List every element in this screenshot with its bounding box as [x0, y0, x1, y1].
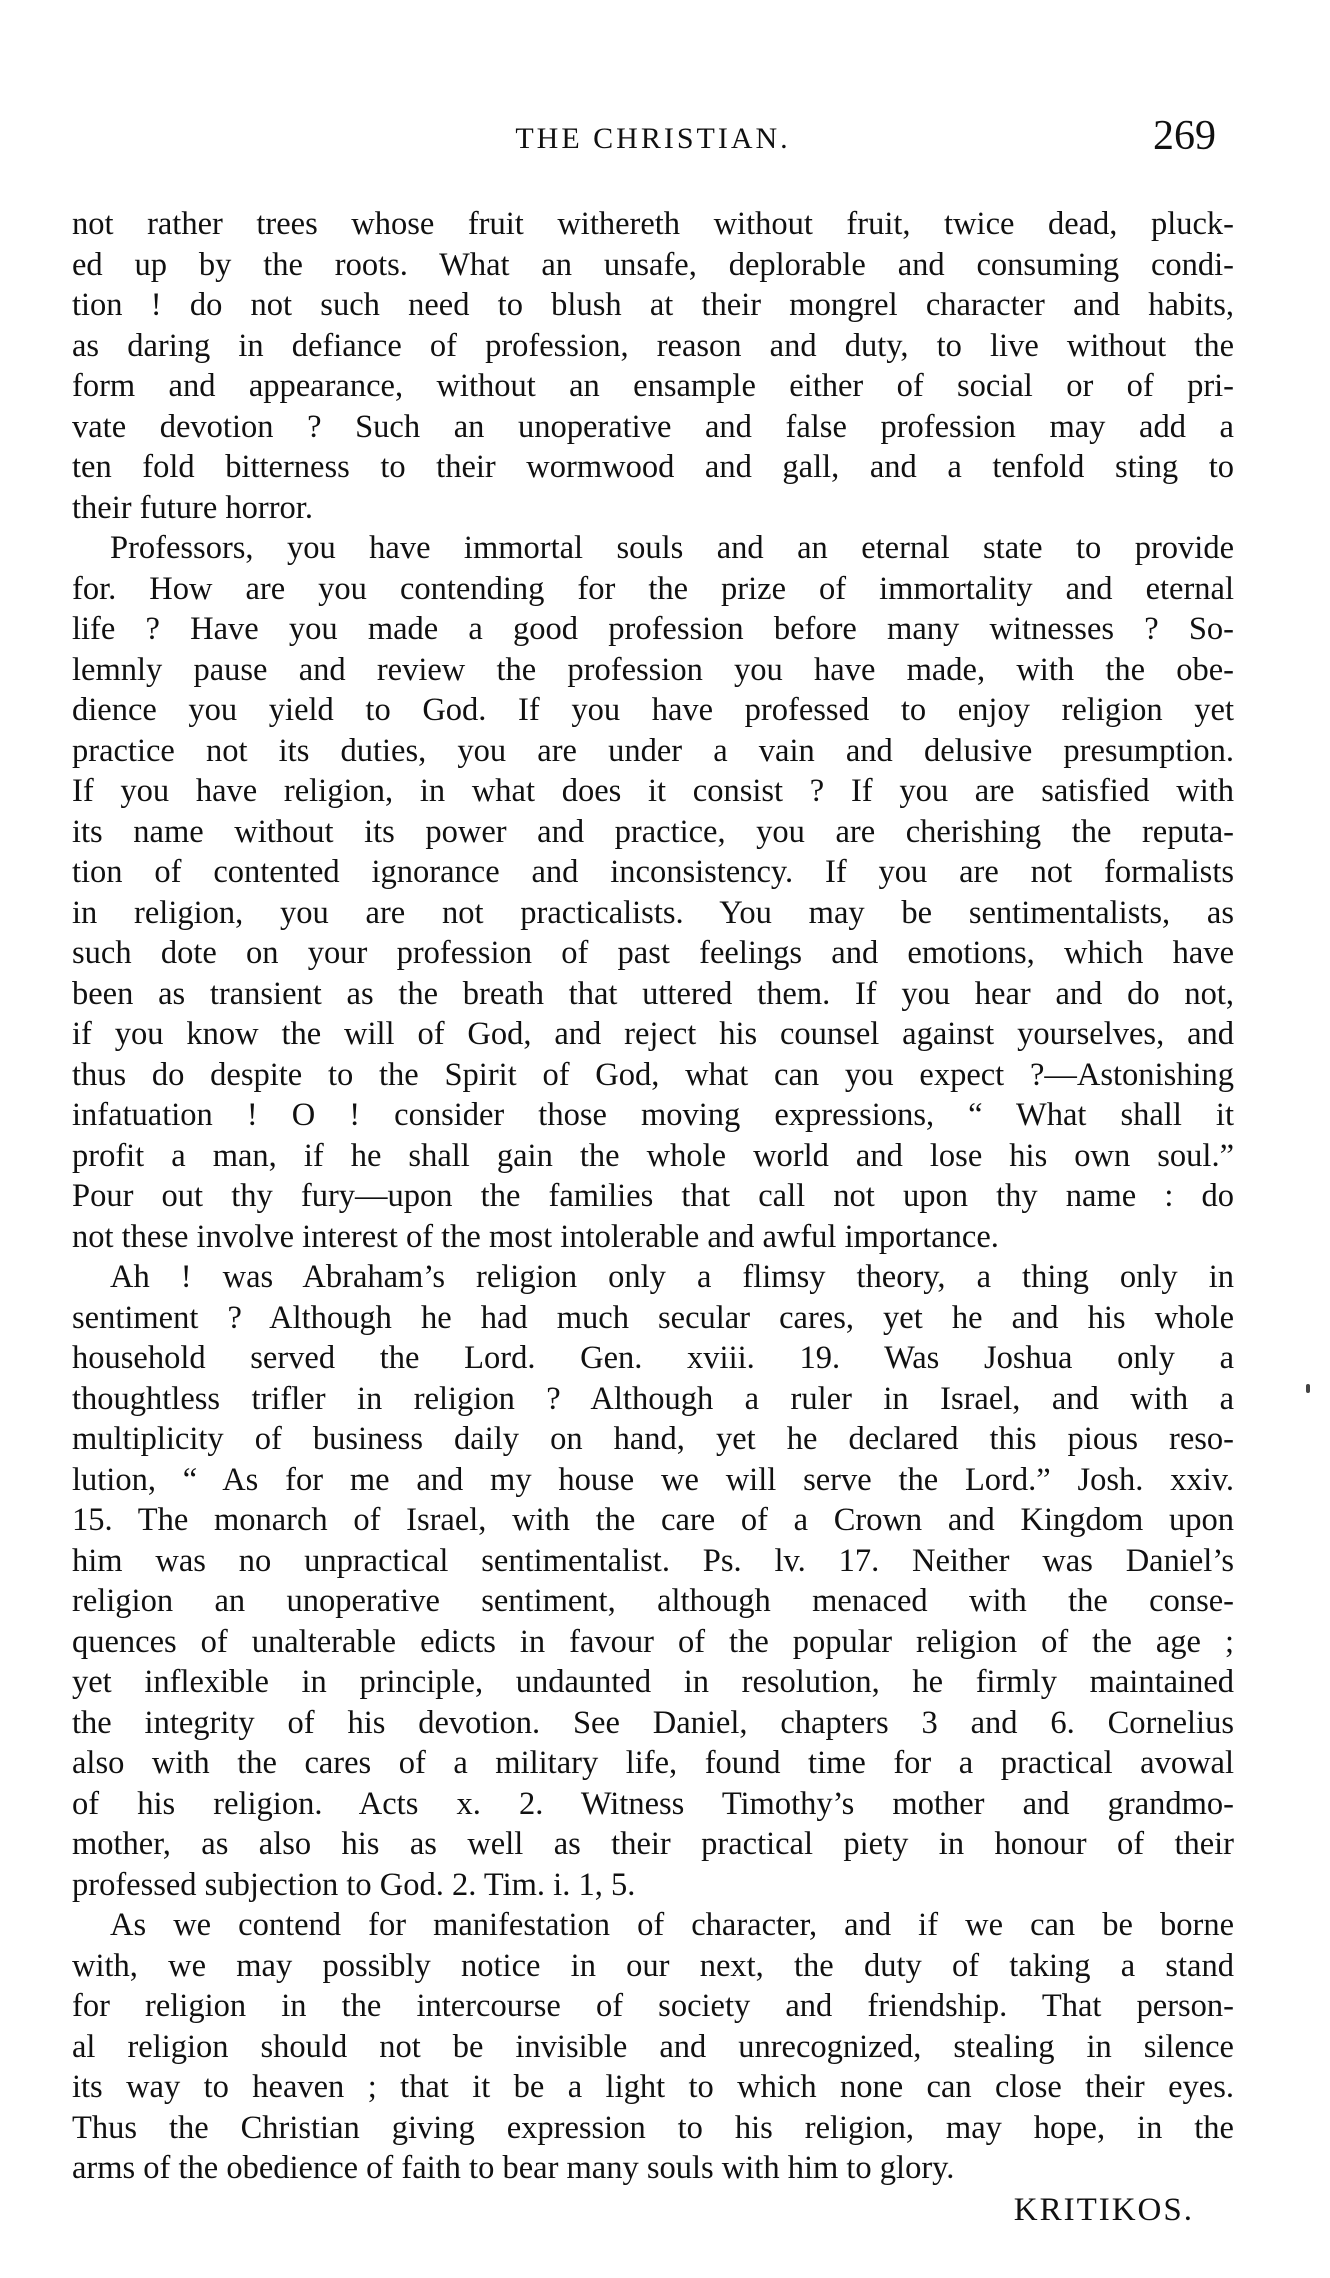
text-line: sentiment ? Although he had much secular cares, yet he and his whole — [72, 1299, 1234, 1336]
text-line: arms of the obedience of faith to bear many souls with him to glory. — [72, 2150, 955, 2186]
text-line: him was no unpractical sentimentalist. Ps. lv. 17. Neither was Daniel’s — [72, 1542, 1234, 1579]
text-line: been as transient as the breath that uttered them. If you hear and do not, — [72, 975, 1234, 1012]
text-line: also with the cares of a military life, found time for a practical avowal — [72, 1745, 1234, 1781]
text-line: form and appearance, without an ensample either of social or of pri- — [72, 368, 1234, 404]
text-line: quences of unalterable edicts in favour of the popular religion of the age ; — [72, 1623, 1234, 1660]
text-line: if you know the will of God, and reject his counsel against yourselves, and — [72, 1016, 1234, 1052]
text-line: multiplicity of business daily on hand, yet he declared this pious reso- — [72, 1421, 1234, 1457]
text-line: tion of contented ignorance and inconsistency. If you are not formalists — [72, 854, 1234, 890]
paragraph — [72, 1905, 1234, 2189]
text-line: thus do despite to the Spirit of God, what can you expect ?—Astonishing — [72, 1056, 1234, 1093]
text-line: not these involve interest of the most intolerable and awful importance. — [72, 1218, 999, 1255]
page-number: 269 — [1153, 113, 1216, 159]
text-line: for. How are you contending for the prize of immortality and eternal — [72, 570, 1234, 607]
text-line: Thus the Christian giving expression to his religion, may hope, in the — [72, 2109, 1234, 2146]
text-line: with, we may possibly notice in our next, the duty of taking a stand — [72, 1947, 1234, 1984]
book-page — [72, 108, 1234, 2231]
text-line: profit a man, if he shall gain the whole world and lose his own soul.” — [72, 1137, 1234, 1174]
text-line: their future horror. — [72, 489, 313, 526]
text-line: vate devotion ? Such an unoperative and false profession may add a — [72, 408, 1234, 445]
text-line: ten fold bitterness to their wormwood and gall, and a tenfold sting to — [72, 449, 1234, 485]
text-line: household served the Lord. Gen. xviii. 19. Was Joshua only a — [72, 1340, 1234, 1376]
text-line: Ah ! was Abraham’s religion only a flimsy theory, a thing only in — [110, 1259, 1234, 1295]
text-line: its name without its power and practice, you are cherishing the reputa- — [72, 813, 1234, 850]
text-line: as daring in defiance of profession, reason and duty, to live without the — [72, 327, 1234, 364]
text-line: religion an unoperative sentiment, although menaced with the conse- — [72, 1583, 1234, 1619]
paragraph — [72, 204, 1234, 528]
paragraph — [72, 1257, 1234, 1905]
text-line: mother, as also his as well as their practical piety in honour of their — [72, 1826, 1234, 1862]
text-line: dience you yield to God. If you have professed to enjoy religion yet — [72, 692, 1234, 728]
text-line: Professors, you have immortal souls and an eternal state to provide — [110, 530, 1234, 566]
text-line: not rather trees whose fruit withereth without fruit, twice dead, pluck- — [72, 206, 1234, 242]
text-line: As we contend for manifestation of character, and if we can be borne — [110, 1907, 1234, 1943]
text-line: 15. The monarch of Israel, with the care of a Crown and Kingdom upon — [72, 1502, 1234, 1538]
text-line: professed subjection to God. 2. Tim. i. 1, 5. — [72, 1866, 636, 1903]
body-text — [72, 204, 1234, 2189]
text-line: its way to heaven ; that it be a light to which none can close their eyes. — [72, 2069, 1234, 2105]
text-line: al religion should not be invisible and unrecognized, stealing in silence — [72, 2028, 1234, 2065]
text-line: lution, “ As for me and my house we will serve the Lord.” Josh. xxiv. — [72, 1461, 1234, 1498]
margin-speck — [1306, 1384, 1310, 1393]
text-line: of his religion. Acts x. 2. Witness Timothy’s mother and grandmo- — [72, 1785, 1234, 1822]
text-line: practice not its duties, you are under a vain and delusive presumption. — [72, 732, 1234, 769]
text-line: thoughtless trifler in religion ? Although a ruler in Israel, and with a — [72, 1380, 1234, 1417]
text-line: infatuation ! O ! consider those moving expressions, “ What shall it — [72, 1097, 1234, 1133]
paragraph — [72, 528, 1234, 1257]
author-signature: KRITIKOS. — [1013, 2191, 1194, 2228]
text-line: ed up by the roots. What an unsafe, deplorable and consuming condi- — [72, 246, 1234, 283]
text-line: yet inflexible in principle, undaunted in resolution, he firmly maintained — [72, 1664, 1234, 1700]
text-line: life ? Have you made a good profession before many witnesses ? So- — [72, 611, 1234, 647]
text-line: Pour out thy fury—upon the families that call not upon thy name : do — [72, 1178, 1234, 1214]
text-line: tion ! do not such need to blush at their mongrel character and habits, — [72, 287, 1234, 323]
text-line: If you have religion, in what does it consist ? If you are satisfied with — [72, 773, 1234, 809]
text-line: for religion in the intercourse of society and friendship. That person- — [72, 1988, 1234, 2024]
running-title: THE CHRISTIAN. — [515, 122, 791, 155]
text-line: the integrity of his devotion. See Daniel, chapters 3 and 6. Cornelius — [72, 1704, 1234, 1741]
text-line: lemnly pause and review the profession you have made, with the obe- — [72, 651, 1234, 688]
running-head — [72, 108, 1234, 168]
text-line: such dote on your profession of past feelings and emotions, which have — [72, 935, 1234, 971]
text-line: in religion, you are not practicalists. You may be sentimentalists, as — [72, 894, 1234, 931]
